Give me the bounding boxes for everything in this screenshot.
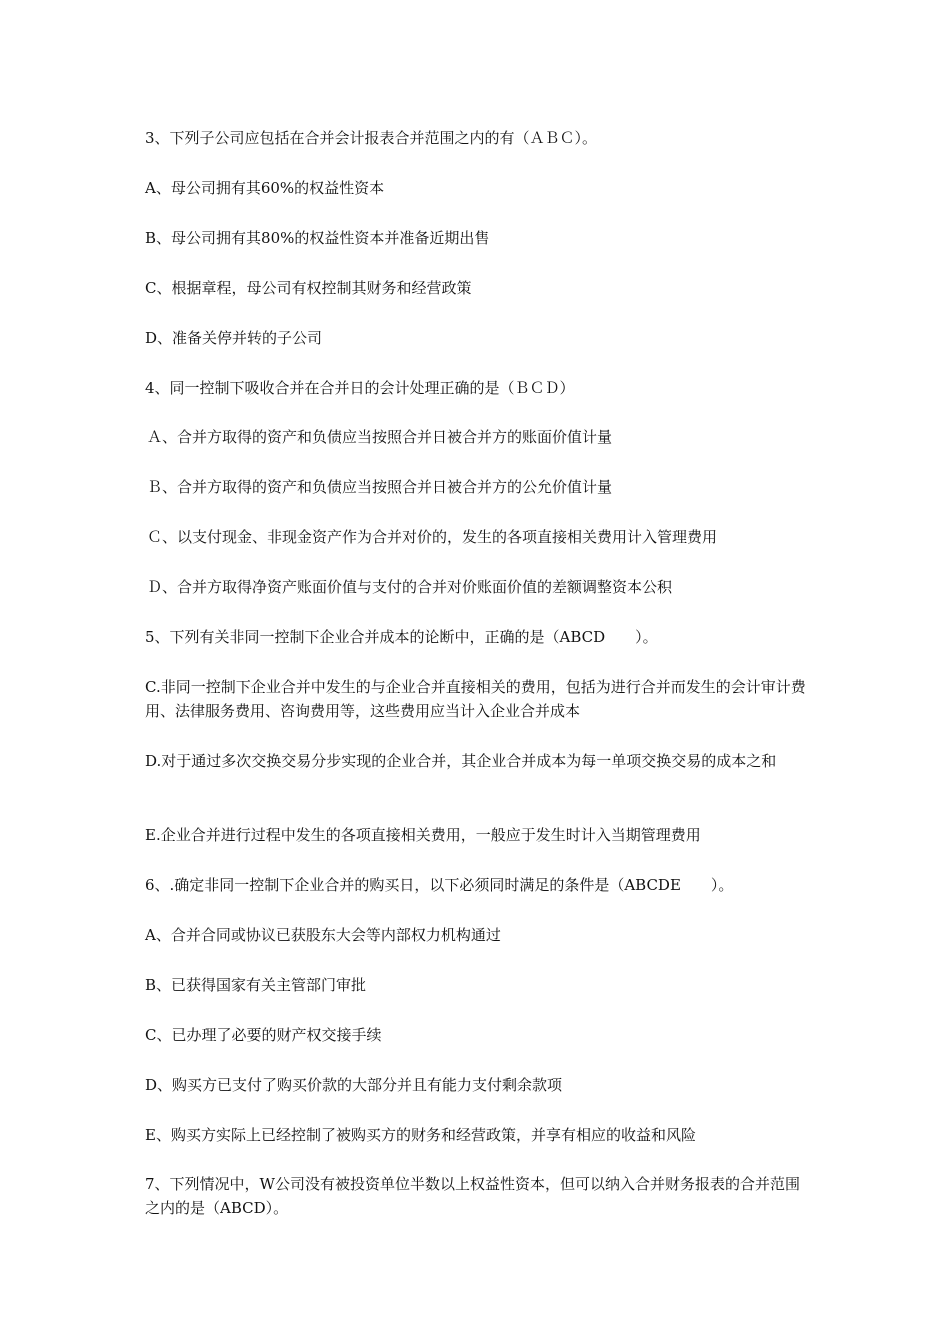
question-4: 4、同一控制下吸收合并在合并日的会计处理正确的是（ＢＣＤ）: [145, 379, 575, 397]
question-4-option-a: Ａ、合并方取得的资产和负债应当按照合并日被合并方的账面价值计量: [147, 428, 613, 446]
question-4-option-b: Ｂ、合并方取得的资产和负债应当按照合并日被合并方的公允价值计量: [147, 478, 613, 496]
question-6-option-a: A、合并合同或协议已获股东大会等内部权力机构通过: [145, 926, 501, 944]
question-3-option-b: B、母公司拥有其80%的权益性资本并准备近期出售: [145, 229, 490, 247]
question-6-option-d: D、购买方已支付了购买价款的大部分并且有能力支付剩余款项: [145, 1076, 563, 1094]
question-6-option-b: B、已获得国家有关主管部门审批: [145, 976, 367, 994]
question-6-option-c: C、已办理了必要的财产权交接手续: [145, 1026, 382, 1044]
question-3-option-c: C、根据章程，母公司有权控制其财务和经营政策: [145, 279, 472, 297]
question-4-option-d: Ｄ、合并方取得净资产账面价值与支付的合并对价账面价值的差额调整资本公积: [147, 578, 673, 596]
question-3-option-d: D、准备关停并转的子公司: [145, 329, 323, 347]
question-5-option-d: D.对于通过多次交换交易分步实现的企业合并，其企业合并成本为每一单项交换交易的成本之和: [145, 752, 777, 770]
question-5: 5、下列有关非同一控制下企业合并成本的论断中，正确的是（ABCD ）。: [145, 628, 658, 646]
question-5-option-e: E.企业合并进行过程中发生的各项直接相关费用，一般应于发生时计入当期管理费用: [145, 826, 701, 844]
question-3: 3、下列子公司应包括在合并会计报表合并范围之内的有（ＡＢＣ）。: [145, 129, 598, 147]
question-4-option-c: Ｃ、以支付现金、非现金资产作为合并对价的，发生的各项直接相关费用计入管理费用: [147, 528, 718, 546]
question-5-option-c: C.非同一控制下企业合并中发生的与企业合并直接相关的费用，包括为进行合并而发生的会计审计费用、法律服务费用、咨询费用等，这些费用应当计入企业合并成本: [145, 678, 806, 720]
question-7: 7、下列情况中，W公司没有被投资单位半数以上权益性资本，但可以纳入合并财务报表的合并范围之内的是（ABCD）。: [145, 1175, 800, 1217]
question-6-option-e: E、购买方实际上已经控制了被购买方的财务和经营政策，并享有相应的收益和风险: [145, 1126, 696, 1144]
question-3-option-a: A、母公司拥有其60%的权益性资本: [145, 179, 385, 197]
question-6: 6、.确定非同一控制下企业合并的购买日，以下必须同时满足的条件是（ABCDE ）。: [145, 876, 734, 894]
